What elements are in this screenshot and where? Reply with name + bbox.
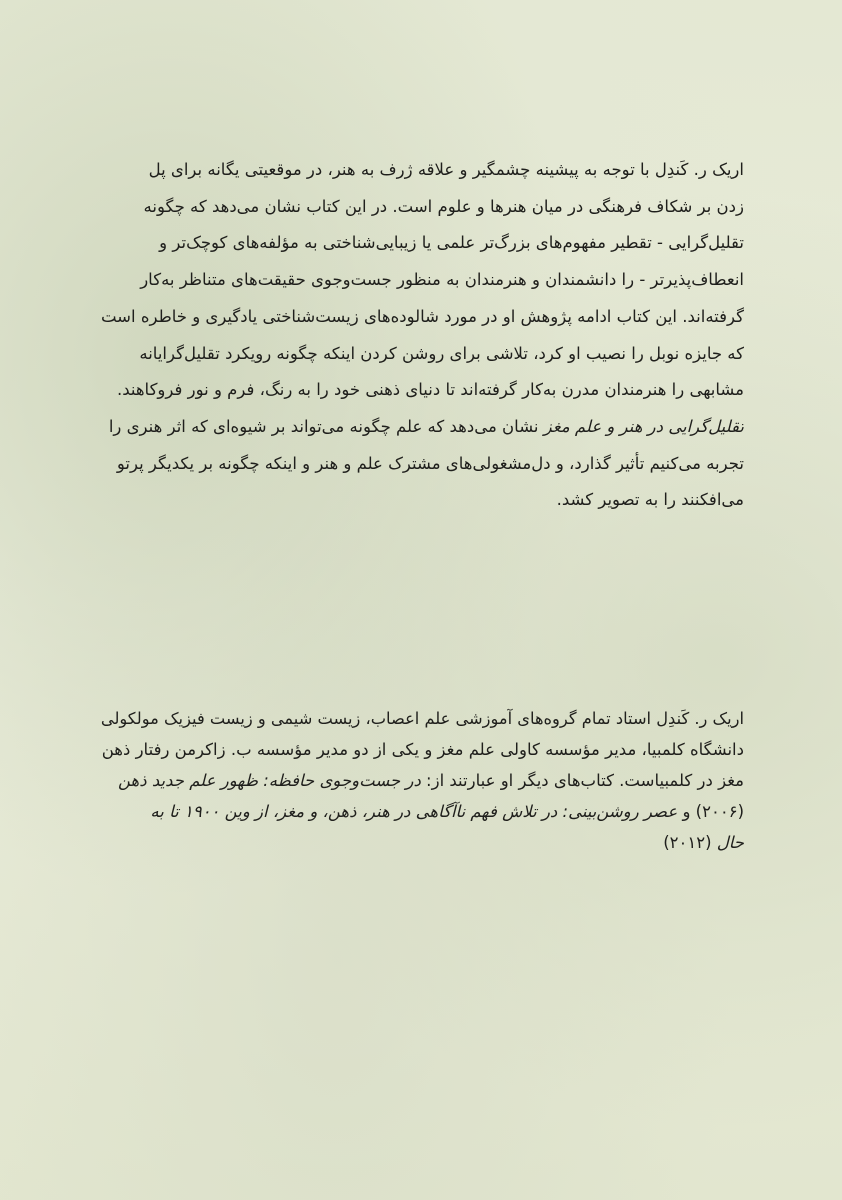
text-line (98, 262, 744, 299)
body-text: زدن بر شکاف فرهنگی در میان هنرها و علوم است. در این کتاب نشان می‌دهد که چگونه (143, 196, 744, 216)
text-line (98, 372, 744, 409)
text-line (98, 482, 744, 519)
text-line (98, 796, 744, 827)
text-line (98, 409, 744, 446)
body-text: گرفته‌اند. این کتاب ادامه پژوهش او در مورد شالوده‌های زیست‌شناختی یادگیری و خاطره است (100, 306, 744, 326)
body-text: (۲۰۰۶) و (677, 802, 744, 821)
text-line (98, 703, 744, 734)
author-bio-paragraph (98, 703, 744, 858)
body-text: اریک ر. کَندِل با توجه به پیشینه چشمگیر و علاقه ژرف به هنر، در موقعیتی یگانه برای پل (148, 160, 744, 179)
text-line (98, 765, 744, 796)
book-title-text: حال (716, 833, 744, 852)
body-text: تقلیل‌گرایی - تقطیر مفهوم‌های بزرگ‌تر علمی یا زیبایی‌شناختی به مؤلفه‌های کوچک‌تر و (159, 233, 744, 253)
text-line (98, 152, 744, 189)
book-title-text: تقلیل‌گرایی در هنر و علم مغز (543, 416, 744, 436)
book-title-text: عصر روشن‌بینی: در تلاش فهم ناآگاهی در هنر، ذهن، و مغز، از وین ۱۹۰۰ تا به (150, 802, 678, 821)
body-text: مشابهی را هنرمندان مدرن به‌کار گرفته‌اند تا دنیای ذهنی خود را به رنگ، فرم و نور فروکاهند. (116, 380, 744, 400)
book-title-text: در جست‌وجوی حافظه: ظهور علم جدید ذهن (117, 771, 421, 790)
text-line (98, 299, 744, 336)
body-text: مغز در کلمبیاست. کتاب‌های دیگر او عبارتند از: (420, 771, 744, 790)
body-text: دانشگاه کلمبیا، مدیر مؤسسه کاولی علم مغز و یکی از دو مدیر مؤسسه ب. زاکرمن رفتار ذهن (101, 740, 744, 759)
text-line (98, 734, 744, 765)
text-line (98, 446, 744, 483)
text-line (98, 189, 744, 226)
body-text: (۲۰۱۲) (663, 833, 717, 852)
text-line (98, 827, 744, 858)
text-line (98, 225, 744, 262)
description-paragraph (98, 152, 744, 519)
body-text: که جایزه نوبل را نصیب او کرد، تلاشی برای روشن کردن اینکه چگونه رویکرد تقلیل‌گرایانه (139, 343, 744, 363)
body-text: تجربه می‌کنیم تأثیر گذارد، و دل‌مشغولی‌های مشترک علم و هنر و اینکه چگونه بر یکدیگر پرتو (116, 453, 744, 473)
body-text: انعطاف‌پذیرتر - را دانشمندان و هنرمندان به منظور جست‌وجوی حقیقت‌های متناظر به‌کار (140, 270, 744, 290)
body-text: می‌افکنند را به تصویر کشد. (556, 490, 744, 510)
body-text: نشان می‌دهد که علم چگونه می‌تواند بر شیوه‌ای که اثر هنری را (108, 416, 544, 436)
body-text: اریک ر. کَندِل استاد تمام گروه‌های آموزشی علم اعصاب، زیست شیمی و زیست فیزیک مولکولی (100, 709, 744, 728)
text-line (98, 336, 744, 373)
